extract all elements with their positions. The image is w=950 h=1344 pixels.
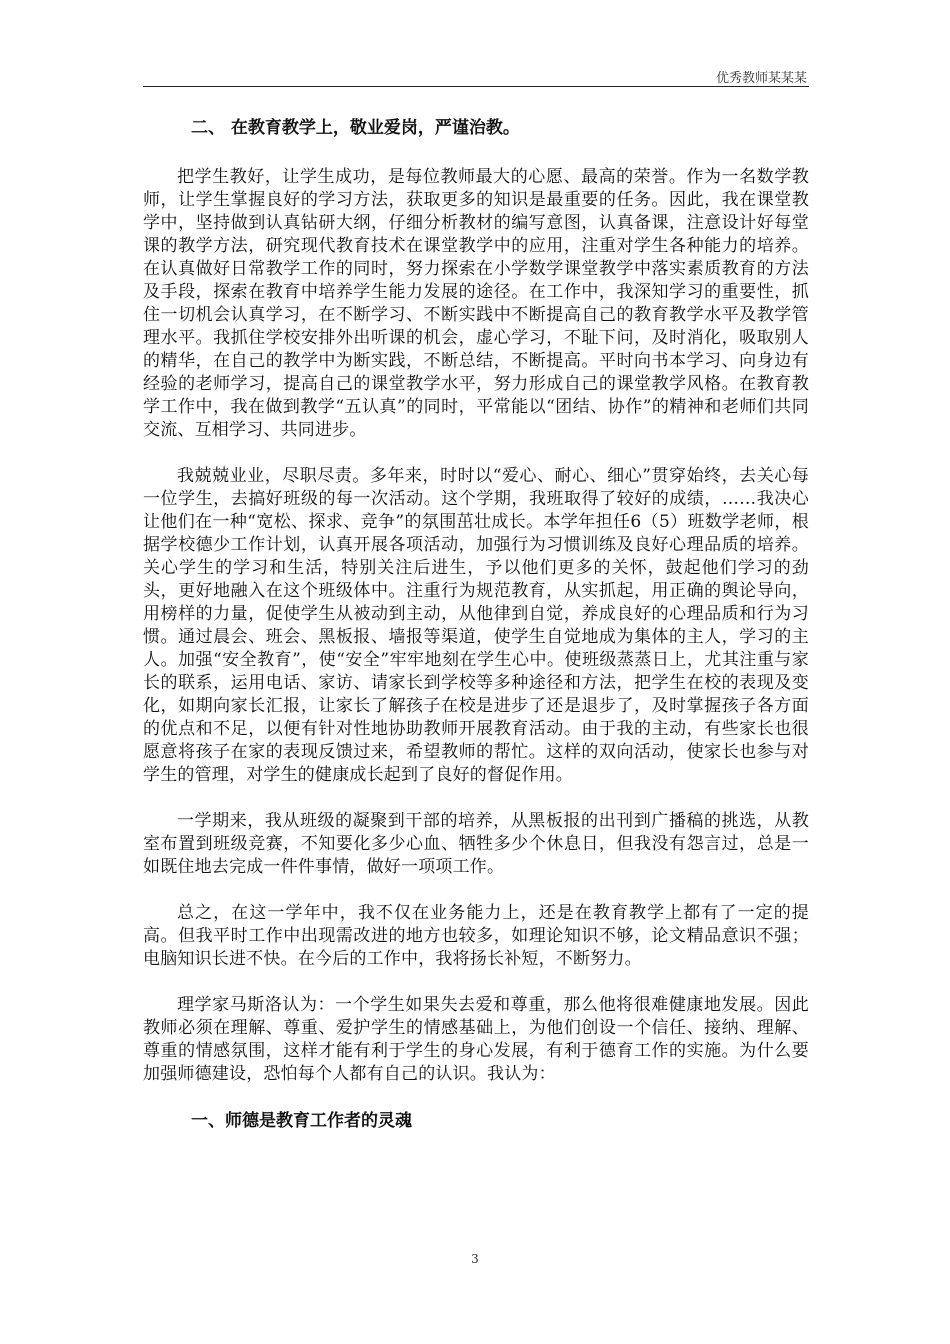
page-header	[143, 56, 809, 87]
section-heading: 二、 在教育教学上，敬业爱岗，严谨治教。	[191, 118, 520, 138]
subheading: 一、师德是教育工作者的灵魂	[191, 1111, 412, 1131]
document-body	[143, 116, 809, 1133]
paragraph: 我兢兢业业，尽职尽责。多年来，时时以“爱心、耐心、细心”贯穿始终，去关心每一位学生，去搞好班级的每一次活动。这个学期，我班取得了较好的成绩，……我决心让他们在一种“宽松、探求、竞争”的氛围茁壮成长。本学年担任6（5）班数学老师，根据学校德少工作计划，认真开展各项活动，加强行为习惯训练及良好心理品质的培养。关心学生的学习和生活，特别关注后进生，予以他们更多的关怀，鼓起他们学习的劲头，更好地融入在这个班级体中。注重行为规范教育，从实抓起，用正确的舆论导向，用榜样的力量，促使学生从被动到主动，从他律到自觉，养成良好的心理品质和行为习惯。通过晨会、班会、黑板报、墙报等渠道，使学生自觉地成为集体的主人，学习的主人。加强“安全教育”，使“安全”牢牢地刻在学生心中。使班级蒸蒸日上，尤其注重与家长的联系，运用电话、家访、请家长到学校等多种途径和方法，把学生在校的表现及变化，如期向家长汇报，让家长了解孩子在校是进步了还是退步了，及时掌握孩子各方面的优点和不足，以便有针对性地协助教师开展教育活动。由于我的主动，有些家长也很愿意将孩子在家的表现反馈过来，希望教师的帮忙。这样的双向活动，使家长也参与对学生的管理，对学生的健康成长起到了良好的督促作用。	[143, 466, 809, 785]
paragraph: 理学家马斯洛认为：一个学生如果失去爱和尊重，那么他将很难健康地发展。因此教师必须在理解、尊重、爱护学生的情感基础上，为他们创设一个信任、接纳、理解、尊重的情感氛围，这样才能有利于学生的身心发展，有利于德育工作的实施。为什么要加强师德建设，恐怕每个人都有自己的认识。我认为：	[143, 995, 809, 1084]
page-number: 3	[471, 1252, 479, 1266]
paragraph: 把学生教好，让学生成功，是每位教师最大的心愿、最高的荣誉。作为一名数学教师，让学生掌握良好的学习方法，获取更多的知识是最重要的任务。因此，我在课堂教学中，坚持做到认真钻研大纲，仔细分析教材的编写意图，认真备课，注意设计好每堂课的教学方法，研究现代教育技术在课堂教学中的应用，注重对学生各种能力的培养。在认真做好日常教学工作的同时，努力探索在小学数学课堂教学中落实素质教育的方法及手段，探索在教育中培养学生能力发展的途径。在工作中，我深知学习的重要性，抓住一切机会认真学习，在不断学习、不断实践中不断提高自己的教育教学水平及教学管理水平。我抓住学校安排外出听课的机会，虚心学习，不耻下问，及时消化，吸取别人的精华，在自己的教学中为断实践，不断总结，不断提高。平时向书本学习、向身边有经验的老师学习，提高自己的课堂教学水平，努力形成自己的课堂教学风格。在教育教学工作中，我在做到教学“五认真”的同时，平常能以“团结、协作”的精神和老师们共同交流、互相学习、共同进步。	[143, 167, 809, 440]
paragraph: 总之，在这一学年中，我不仅在业务能力上，还是在教育教学上都有了一定的提高。但我平时工作中出现需改进的地方也较多，如理论知识不够，论文精品意识不强；电脑知识长进不快。在今后的工作中，我将扬长补短，不断努力。	[143, 903, 809, 969]
paragraph: 一学期来，我从班级的凝聚到干部的培养，从黑板报的出刊到广播稿的挑选，从教室布置到班级竞赛，不知要化多少心血、牺牲多少个休息日，但我没有怨言过，总是一如既住地去完成一件件事情，做好一项项工作。	[143, 811, 809, 877]
header-title: 优秀教师某某某	[715, 71, 807, 86]
